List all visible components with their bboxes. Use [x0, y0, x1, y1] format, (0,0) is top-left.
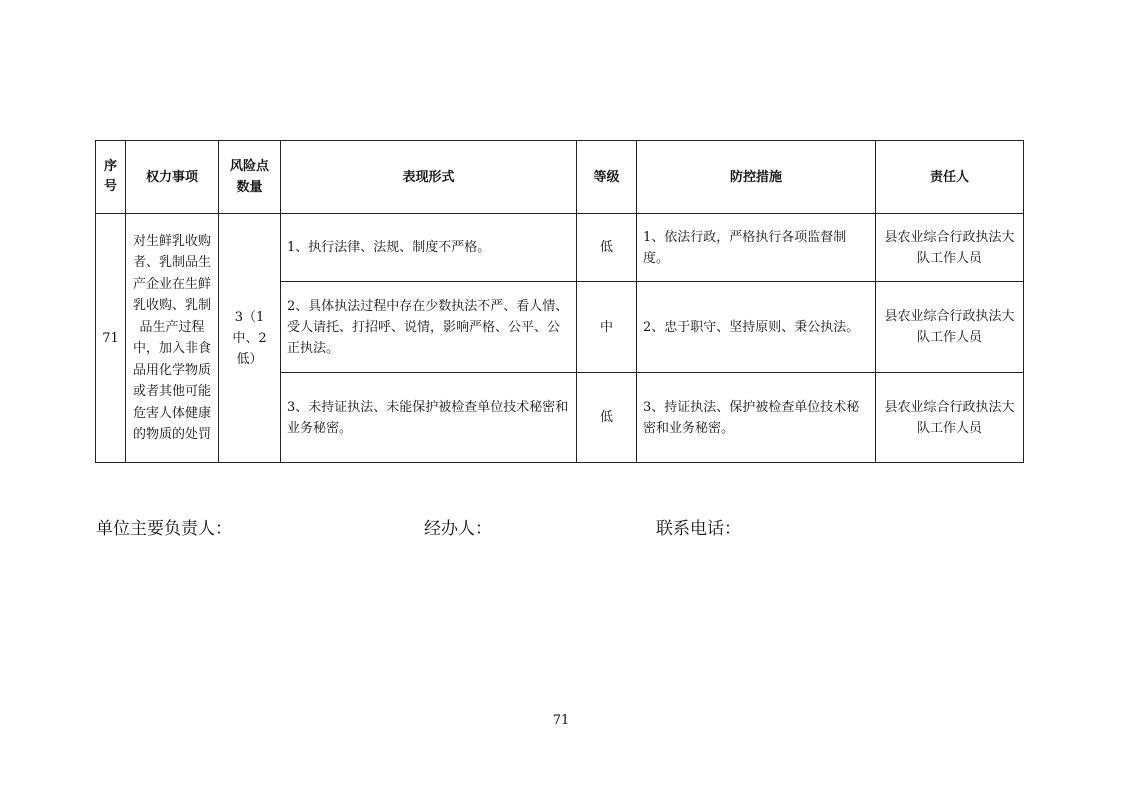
responsible-cell: 县农业综合行政执法大队工作人员 — [876, 214, 1024, 282]
measure-cell: 2、忠于职守、坚持原则、秉公执法。 — [637, 282, 876, 373]
phone-label: 联系电话： — [656, 519, 741, 539]
handler-label: 经办人： — [424, 519, 492, 539]
header-row — [96, 141, 1024, 214]
risk-count-cell: 3（1中、2低） — [219, 214, 281, 463]
form-cell: 3、未持证执法、未能保护被检查单位技术秘密和业务秘密。 — [281, 373, 577, 463]
header-seq: 序号 — [96, 141, 126, 214]
seq-cell: 71 — [96, 214, 126, 463]
page-number: 71 — [552, 713, 570, 728]
level-cell: 中 — [577, 282, 637, 373]
risk-table — [95, 140, 1024, 463]
header-responsible: 责任人 — [876, 141, 1024, 214]
table-row — [96, 214, 1024, 282]
unit-head-label: 单位主要负责人： — [96, 519, 232, 539]
level-cell: 低 — [577, 214, 637, 282]
header-level: 等级 — [577, 141, 637, 214]
form-cell: 2、具体执法过程中存在少数执法不严、看人情、受人请托、打招呼、说情，影响严格、公平、公正执法。 — [281, 282, 577, 373]
form-cell: 1、执行法律、法规、制度不严格。 — [281, 214, 577, 282]
level-cell: 低 — [577, 373, 637, 463]
matter-cell: 对生鲜乳收购者、乳制品生产企业在生鲜乳收购、乳制品生产过程中，加入非食品用化学物质或者其他可能危害人体健康的物质的处罚 — [126, 214, 219, 463]
responsible-cell: 县农业综合行政执法大队工作人员 — [876, 282, 1024, 373]
header-risk-count: 风险点数量 — [219, 141, 281, 214]
measure-cell: 1、依法行政，严格执行各项监督制度。 — [637, 214, 876, 282]
header-matter: 权力事项 — [126, 141, 219, 214]
measure-cell: 3、持证执法、保护被检查单位技术秘密和业务秘密。 — [637, 373, 876, 463]
responsible-cell: 县农业综合行政执法大队工作人员 — [876, 373, 1024, 463]
header-measures: 防控措施 — [637, 141, 876, 214]
header-form: 表现形式 — [281, 141, 577, 214]
